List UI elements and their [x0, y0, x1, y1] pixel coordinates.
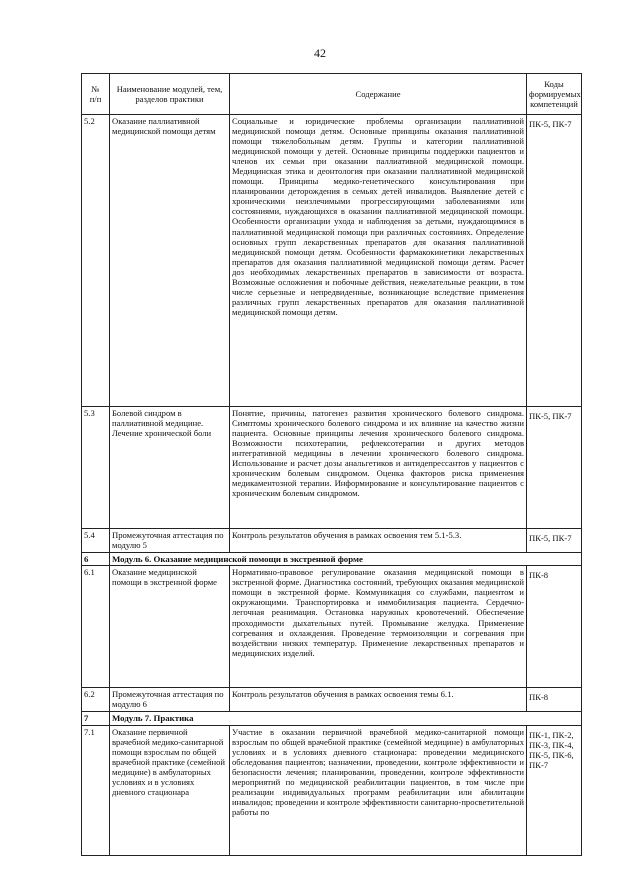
header-num: № п/п [82, 74, 110, 115]
module-row [82, 553, 582, 566]
row-content: Контроль результатов обучения в рамках освоения тем 5.1-5.3. [230, 529, 527, 553]
row-content: Контроль результатов обучения в рамках освоения темы 6.1. [230, 688, 527, 712]
row-codes: ПК-8 [527, 688, 582, 712]
row-codes: ПК-5, ПК-7 [527, 407, 582, 529]
header-content: Содержание [230, 74, 527, 115]
module-number: 6 [82, 553, 110, 566]
page-number: 42 [314, 46, 326, 60]
table-row [82, 115, 582, 407]
row-topic: Оказание медицинской помощи в экстренной форме [110, 566, 230, 688]
row-topic: Болевой синдром в паллиативной медицине. Лечение хронической боли [110, 407, 230, 529]
row-topic: Оказание паллиативной медицинской помощи детям [110, 115, 230, 407]
row-number: 5.4 [82, 529, 110, 553]
row-number: 7.1 [82, 725, 110, 855]
row-content: Социальные и юридические проблемы организации паллиативной медицинской помощи детям. Основные принципы оказания паллиативной помощи тяжелобольным детям. Группы и категории паллиативной медицинской помощи у детей. Основные принципы поддержки пациентов и членов их семьи при оказании паллиативной медицинской помощи. Медицинская этика и деонтология при оказании паллиативной медицинской помощи. Принципы медико-генетического консультирования при планировании деторождения в семьях детей инвалидов. Выявление детей с хроническими неизлечимыми прогрессирующими заболеваниями или состояниями, нуждающихся в оказании паллиативной медицинской помощи. Особенности организации ухода и наблюдения за детьми, нуждающимися в паллиативной медицинской помощи при различных состояниях. Определение основных групп лекарственных препаратов для оказания паллиативной медицинской помощи детям. Особенности фармакокинетики лекарственных препаратов для оказания паллиативной медицинской помощи детям. Расчет доз необходимых лекарственных препаратов в зависимости от возраста. Возможные осложнения и побочные действия, нежелательные реакции, в том числе серьезные и непредвиденные, возникающие вследствие применения различных групп лекарственных препаратов для оказания паллиативной медицинской помощи детям. [230, 115, 527, 407]
row-number: 5.2 [82, 115, 110, 407]
module-title: Модуль 7. Практика [110, 712, 582, 725]
curriculum-table [81, 73, 582, 856]
module-row [82, 712, 582, 725]
table-row [82, 529, 582, 553]
header-codes: Коды формируемых компетенций [527, 74, 582, 115]
row-content: Нормативно-правовое регулирование оказания медицинской помощи в экстренной форме. Диагностика состояний, требующих оказания медицинской помощи в экстренной форме. Коммуникация со службами, пациентом и окружающими. Транспортировка и иммобилизация пациента. Сердечно-легочная реанимация. Остановка наружных кровотечений. Обеспечение проходимости дыхательных путей. Промывание желудка. Применение согревания и охлаждения. Проведение термоизоляции и согревания при воздействии низких температур. Применение лекарственных препаратов и медицинских изделий. [230, 566, 527, 688]
table-row [82, 725, 582, 855]
module-title: Модуль 6. Оказание медицинской помощи в экстренной форме [110, 553, 582, 566]
row-codes: ПК-1, ПК-2, ПК-3, ПК-4, ПК-5, ПК-6, ПК-7 [527, 725, 582, 855]
header-name: Наименование модулей, тем, разделов практики [110, 74, 230, 115]
row-topic: Оказание первичной врачебной медико-санитарной помощи взрослым по общей врачебной практике (семейной медицине) в амбулаторных условиях и в условиях дневного стационара [110, 725, 230, 855]
table-row [82, 688, 582, 712]
table-header-row [82, 74, 582, 115]
row-codes: ПК-5, ПК-7 [527, 115, 582, 407]
row-number: 6.1 [82, 566, 110, 688]
table-row [82, 407, 582, 529]
row-number: 5.3 [82, 407, 110, 529]
row-content: Участие в оказании первичной врачебной медико-санитарной помощи взрослым по общей врачебной практике (семейной медицине) в амбулаторных условиях и в условиях дневного стационара: проведении медицинского обследования пациентов; назначении, проведении, контроле эффективности и безопасности лечения; планировании, проведении, контроле эффективности мероприятий по медицинской реабилитации пациентов, в том числе при реализации индивидуальных программ реабилитации или абилитации инвалидов; проведении и контроле эффективности санитарно-просветительной работы по [230, 725, 527, 855]
row-topic: Промежуточная аттестация по модулю 6 [110, 688, 230, 712]
module-number: 7 [82, 712, 110, 725]
row-content: Понятие, причины, патогенез развития хронического болевого синдрома. Симптомы хронического болевого синдрома и их влияние на качество жизни пациента. Основные принципы лечения хронического болевого синдрома. Возможности психотерапии, рефлексотерапии и других методов интегративной медицины в лечении хронического болевого синдрома. Использование и расчет дозы анальгетиков и антидепрессантов у пациентов с хроническим болевым синдромом. Оценка факторов риска применения медикаментозной терапии. Информирование и консультирование пациентов с хроническим болевым синдромом. [230, 407, 527, 529]
row-codes: ПК-5, ПК-7 [527, 529, 582, 553]
table-row [82, 566, 582, 688]
row-codes: ПК-8 [527, 566, 582, 688]
row-number: 6.2 [82, 688, 110, 712]
row-topic: Промежуточная аттестация по модулю 5 [110, 529, 230, 553]
